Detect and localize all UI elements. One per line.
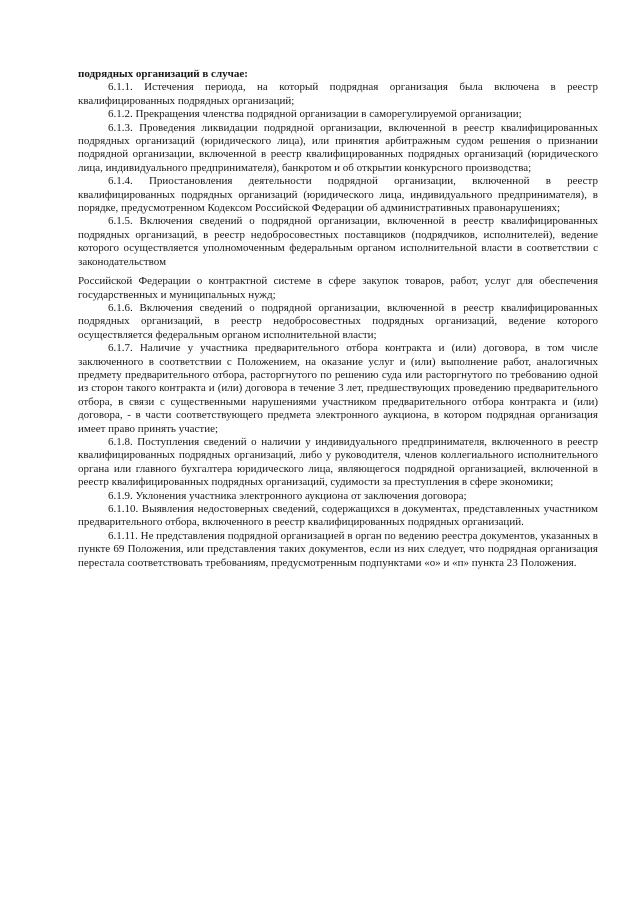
clause-6-1-9: 6.1.9. Уклонения участника электронного аукциона от заключения договора;	[108, 489, 467, 502]
clause-6-1-4: 6.1.4. Приостановления деятельности подрядной организации, включенной в реестр квалифицированных подрядных организаций (юридического лица, индивидуального предпринимателя), в порядке, предусмотренном Кодексом Российской Федерации об административных правонарушениях;	[78, 175, 598, 215]
clause-6-1-1: 6.1.1. Истечения периода, на который подрядная организация была включена в реестр квалифицированных подрядных организаций;	[78, 81, 598, 107]
clause-6-1-3: 6.1.3. Проведения ликвидации подрядной организации, включенной в реестр квалифицированных подрядных организаций (юридического лица), или принятия арбитражным судом решения о признании подрядной организации, включенной в реестр квалифицированных подрядных организаций (юридического лица, индивидуального предпринимателя), банкротом и об открытии конкурсного производства;	[78, 121, 598, 174]
clause-6-1-5-continuation: Российской Федерации о контрактной системе в сфере закупок товаров, работ, услуг для обеспечения государственных и муниципальных нужд;	[78, 275, 598, 301]
clause-6-1-6: 6.1.6. Включения сведений о подрядной организации, включенной в реестр квалифицированных подрядных организаций, в реестр недобросовестных подрядных организаций, ведение которого осуществляется федеральным органом исполнительной власти;	[78, 301, 598, 341]
clause-6-1-10: 6.1.10. Выявления недостоверных сведений, содержащихся в документах, представленных участником предварительного отбора, включенного в реестр квалифицированных подрядных организаций.	[78, 503, 598, 529]
clause-6-1-7: 6.1.7. Наличие у участника предварительного отбора контракта и (или) договора, в том числе заключенного в соответствии с Положением, на оказание услуг и (или) выполнение работ, аналогичных предмету предварительного отбора, расторгнутого по решению суда или расторгнутого по требованию одной из сторон такого контракта и (или) договора в течение 3 лет, предшествующих проведению предварительного отбора, в связи с существенными нарушениями участником предварительного отбора контракта и (или) договора, - в части соответствующего предмета электронного аукциона, в котором подрядная организация имеет право принять участие;	[78, 342, 598, 435]
clause-6-1-5: 6.1.5. Включения сведений о подрядной организации, включенной в реестр квалифицированных подрядных организаций, в реестр недобросовестных поставщиков (подрядчиков, исполнителей), ведение которого осуществляется уполномоченным федеральным органом исполнительной власти в соответствии с законодательством	[78, 215, 598, 268]
clause-6-1-8: 6.1.8. Поступления сведений о наличии у индивидуального предпринимателя, включенного в реестр квалифицированных подрядных организаций, либо у руководителя, членов коллегиального исполнительного органа или главного бухгалтера юридического лица, являющегося подрядной организацией, включенной в реестр квалифицированных подрядных организаций, судимости за преступления в сфере экономики;	[78, 435, 598, 489]
clause-6-1-2: 6.1.2. Прекращения членства подрядной организации в саморегулируемой организации;	[108, 108, 522, 121]
clause-6-1-11: 6.1.11. Не представления подрядной организацией в орган по ведению реестра документов, указанных в пункте 69 Положения, или представления таких документов, если из них следует, что подрядная организация перестала соответствовать требованиям, предусмотренным подпунктами «о» и «п» пункта 23 Положения.	[78, 529, 598, 569]
section-heading: подрядных организаций в случае:	[78, 68, 248, 80]
